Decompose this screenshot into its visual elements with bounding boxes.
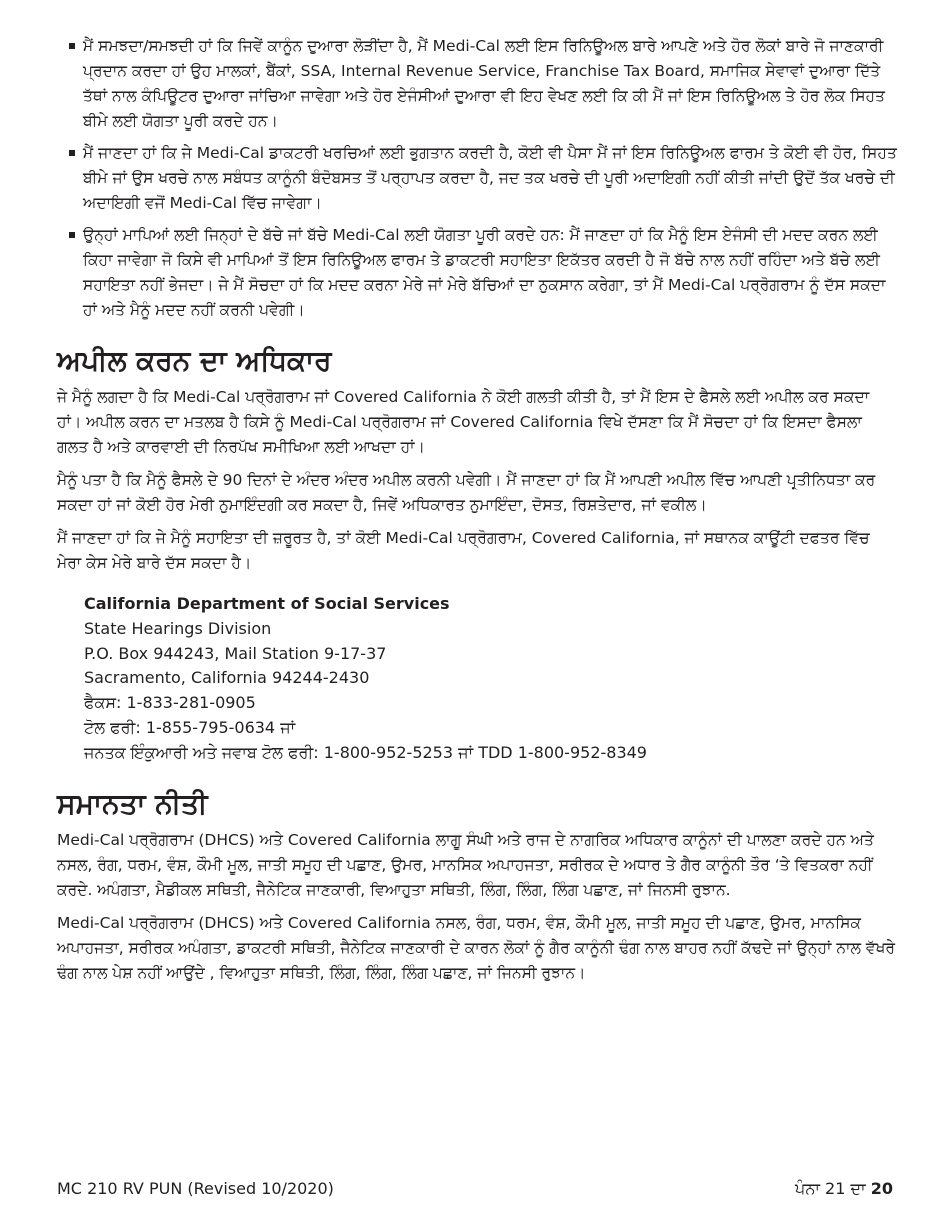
list-item-text: ਮੈਂ ਜਾਣਦਾ ਹਾਂ ਕਿ ਜੇ Medi-Cal ਡਾਕਟਰੀ ਖਰਚਿਆਂ ਲਈ ਭੁਗਤਾਨ ਕਰਦੀ ਹੈ, ਕੋਈ ਵੀ ਪੈਸਾ ਮੈਂ ਜਾਂ ਇਸ ਰਿਨਿਊਅਲ ਫਾਰਮ ਤੇ ਕੋਈ ਵੀ ਹੋਰ, ਸਿਹਤ ਬੀਮੇ ਜਾਂ ਉਸ ਖਰਚੇ ਨਾਲ ਸਬੰਧਤ ਕਾਨੂੰਨੀ ਬੰਦੋਬਸਤ ਤੋਂ ਪਰ੍ਹਾਪਤ ਕਰਦਾ ਹੈ, ਜਦ ਤਕ ਖਰਚੇ ਦੀ ਪੂਰੀ ਅਦਾਇਗੀ ਨਹੀਂ ਕੀਤੀ ਜਾਂਦੀ ਉਦੋਂ ਤੱਕ ਖਰਚੇ ਦੀ ਅਦਾਇਗੀ ਵਜੋਂ Medi-Cal ਵਿੱਚ ਜਾਵੇਗਾ।: [83, 144, 897, 212]
list-item: [57, 223, 897, 323]
equality-paragraph: Medi-Cal ਪਰ੍ਰੋਗਰਾਮ (DHCS) ਅਤੇ Covered California ਲਾਗੂ ਸੰਘੀ ਅਤੇ ਰਾਜ ਦੇ ਨਾਗਰਿਕ ਅਧਿਕਾਰ ਕਾਨੂੰਨਾਂ ਦੀ ਪਾਲਣਾ ਕਰਦੇ ਹਨ ਅਤੇ ਨਸਲ, ਰੰਗ, ਧਰਮ, ਵੰਸ਼, ਕੌਮੀ ਮੂਲ, ਜਾਤੀ ਸਮੂਹ ਦੀ ਪਛਾਣ, ਉਮਰ, ਮਾਨਸਿਕ ਅਪਾਹਜਤਾ, ਸਰੀਰਕ ਦੇ ਅਧਾਰ ਤੇ ਗੈਰ ਕਾਨੂੰਨੀ ਤੌਰ ‘ਤੇ ਵਿਤਕਰਾ ਨਹੀਂ ਕਰਦੇ. ਅਪੰਗਤਾ, ਮੈਡੀਕਲ ਸਥਿਤੀ, ਜੈਨੇਟਿਕ ਜਾਣਕਾਰੀ, ਵਿਆਹੁਤਾ ਸਥਿਤੀ, ਲਿੰਗ, ਲਿੰਗ, ਲਿੰਗ ਪਛਾਣ, ਜਾਂ ਜਿਨਸੀ ਰੁਝਾਨ.: [57, 830, 874, 899]
list-item-text: ਮੈਂ ਸਮਝਦਾ/ਸਮਝਦੀ ਹਾਂ ਕਿ ਜਿਵੇਂ ਕਾਨੂੰਨ ਦੁਆਰਾ ਲੋੜੀਂਦਾ ਹੈ, ਮੈਂ Medi-Cal ਲਈ ਇਸ ਰਿਨਿਊਅਲ ਬਾਰੇ ਆਪਣੇ ਅਤੇ ਹੋਰ ਲੋਕਾਂ ਬਾਰੇ ਜੋ ਜਾਣਕਾਰੀ ਪ੍ਰਦਾਨ ਕਰਦਾ ਹਾਂ ਉਹ ਮਾਲਕਾਂ, ਬੈਂਕਾਂ, SSA, Internal Revenue Service, Franchise Tax Board, ਸਮਾਜਿਕ ਸੇਵਾਵਾਂ ਦੁਆਰਾ ਦਿੱਤੇ ਤੱਥਾਂ ਨਾਲ ਕੰਪਿਊਟਰ ਦੁਆਰਾ ਜਾਂਚਿਆ ਜਾਵੇਗਾ ਅਤੇ ਹੋਰ ਏਜੰਸੀਆਂ ਦੁਆਰਾ ਵੀ ਇਹ ਵੇਖਣ ਲਈ ਕਿ ਕੀ ਮੈਂ ਜਾਂ ਇਸ ਰਿਨਿਊਅਲ ਤੇ ਹੋਰ ਲੋਕ ਸਿਹਤ ਬੀਮੇ ਲਈ ਯੋਗਤਾ ਪੂਰੀ ਕਰਦੇ ਹਨ।: [83, 37, 885, 130]
list-item-text: ਉਨ੍ਹਾਂ ਮਾਪਿਆਂ ਲਈ ਜਿਨ੍ਹਾਂ ਦੇ ਬੱਚੇ ਜਾਂ ਬੱਚੇ Medi-Cal ਲਈ ਯੋਗਤਾ ਪੂਰੀ ਕਰਦੇ ਹਨ: ਮੈਂ ਜਾਣਦਾ ਹਾਂ ਕਿ ਮੈਨੂੰ ਇਸ ਏਜੰਸੀ ਦੀ ਮਦਦ ਕਰਨ ਲਈ ਕਿਹਾ ਜਾਵੇਗਾ ਜੋ ਕਿਸੇ ਵੀ ਮਾਪਿਆਂ ਤੋਂ ਇਸ ਰਿਨਿਊਅਲ ਫਾਰਮ ਤੇ ਡਾਕਟਰੀ ਸਹਾਇਤਾ ਇਕੱਤਰ ਕਰਦੀ ਹੈ ਜੋ ਬੱਚੇ ਨਾਲ ਨਹੀਂ ਰਹਿੰਦਾ ਅਤੇ ਬੱਚੇ ਲਈ ਸਹਾਇਤਾ ਨਹੀਂ ਭੇਜਦਾ। ਜੇ ਮੈਂ ਸੋਚਦਾ ਹਾਂ ਕਿ ਮਦਦ ਕਰਨਾ ਮੇਰੇ ਜਾਂ ਮੇਰੇ ਬੱਚਿਆਂ ਦਾ ਨੁਕਸਾਨ ਕਰੇਗਾ, ਤਾਂ ਮੈਂ Medi-Cal ਪਰ੍ਰੋਗਰਾਮ ਨੂੰ ਦੱਸ ਸਕਦਾ ਹਾਂ ਅਤੇ ਮੈਨੂੰ ਮਦਦ ਨਹੀਂ ਕਰਨੀ ਪਵੇਗੀ।: [83, 226, 886, 319]
equality-heading: ਸਮਾਨਤਾ ਨੀਤੀ: [57, 786, 208, 820]
address-organization: California Department of Social Services: [84, 594, 450, 613]
document-page: [57, 34, 897, 994]
address-fax: ਫੈਕਸ: 1-833-281-0905: [84, 693, 256, 713]
address-division: State Hearings Division: [84, 618, 272, 638]
list-item: [57, 141, 897, 216]
page-number-total: 20: [870, 1179, 893, 1198]
bullet-square-icon: [69, 232, 75, 238]
appeal-paragraph: ਮੈਂ ਜਾਣਦਾ ਹਾਂ ਕਿ ਜੇ ਮੈਨੂੰ ਸਹਾਇਤਾ ਦੀ ਜ਼ਰੂਰਤ ਹੈ, ਤਾਂ ਕੋਈ Medi-Cal ਪਰ੍ਰੋਗਰਾਮ, Covered California, ਜਾਂ ਸਥਾਨਕ ਕਾਊਂਟੀ ਦਫਤਰ ਵਿੱਚ ਮੇਰਾ ਕੇਸ ਮੇਰੇ ਬਾਰੇ ਦੱਸ ਸਕਦਾ ਹੈ।: [57, 529, 870, 572]
address-po-box: P.O. Box 944243, Mail Station 9-17-37: [84, 643, 387, 663]
appeal-paragraph: ਜੇ ਮੈਨੂੰ ਲਗਦਾ ਹੈ ਕਿ Medi-Cal ਪਰ੍ਰੋਗਰਾਮ ਜਾਂ Covered California ਨੇ ਕੋਈ ਗਲਤੀ ਕੀਤੀ ਹੈ, ਤਾਂ ਮੈਂ ਇਸ ਦੇ ਫੈਸਲੇ ਲਈ ਅਪੀਲ ਕਰ ਸਕਦਾ ਹਾਂ। ਅਪੀਲ ਕਰਨ ਦਾ ਮਤਲਬ ਹੈ ਕਿਸੇ ਨੂੰ Medi-Cal ਪਰ੍ਰੋਗਰਾਮ ਜਾਂ Covered California ਵਿਖੇ ਦੱਸਣਾ ਕਿ ਮੈਂ ਸੋਚਦਾ ਹਾਂ ਕਿ ਇਸਦਾ ਫੈਸਲਾ ਗਲਤ ਹੈ ਅਤੇ ਕਾਰਵਾਈ ਦੀ ਨਿਰਪੱਖ ਸਮੀਖਿਆ ਲਈ ਆਖਦਾ ਹਾਂ।: [57, 388, 870, 456]
equality-paragraph: Medi-Cal ਪਰ੍ਰੋਗਰਾਮ (DHCS) ਅਤੇ Covered California ਨਸਲ, ਰੰਗ, ਧਰਮ, ਵੰਸ਼, ਕੌਮੀ ਮੂਲ, ਜਾਤੀ ਸਮੂਹ ਦੀ ਪਛਾਣ, ਉਮਰ, ਮਾਨਸਿਕ ਅਪਾਹਜਤਾ, ਸਰੀਰਕ ਅਪੰਗਤਾ, ਡਾਕਟਰੀ ਸਥਿਤੀ, ਜੈਨੇਟਿਕ ਜਾਣਕਾਰੀ ਦੇ ਕਾਰਨ ਲੋਕਾਂ ਨੂੰ ਗੈਰ ਕਾਨੂੰਨੀ ਢੰਗ ਨਾਲ ਬਾਹਰ ਨਹੀਂ ਕੱਢਦੇ ਜਾਂ ਉਨ੍ਹਾਂ ਨਾਲ ਵੱਖਰੇ ਢੰਗ ਨਾਲ ਪੇਸ਼ ਨਹੀਂ ਆਉਂਦੇ , ਵਿਆਹੁਤਾ ਸਥਿਤੀ, ਲਿੰਗ, ਲਿੰਗ, ਲਿੰਗ ਪਛਾਣ, ਜਾਂ ਜਿਨਸੀ ਰੁਝਾਨ।: [57, 913, 896, 982]
appeal-heading: ਅਪੀਲ ਕਰਨ ਦਾ ਅਧਿਕਾਰ: [57, 344, 332, 377]
page-number-prefix: ਪੰਨਾ 21 ਦਾ: [795, 1179, 866, 1198]
address-city: Sacramento, California 94244-2430: [84, 668, 370, 688]
bullet-square-icon: [69, 150, 75, 156]
form-id: MC 210 RV PUN (Revised 10/2020): [57, 1179, 334, 1198]
address-public-inquiry: ਜਨਤਕ ਇੰਕੁਆਰੀ ਅਤੇ ਜਵਾਬ ਟੋਲ ਫਰੀ: 1-800-952-5253 ਜਾਂ TDD 1-800-952-8349: [84, 742, 647, 762]
appeal-paragraph: ਮੈਨੂੰ ਪਤਾ ਹੈ ਕਿ ਮੈਨੂੰ ਫੈਸਲੇ ਦੇ 90 ਦਿਨਾਂ ਦੇ ਅੰਦਰ ਅੰਦਰ ਅਪੀਲ ਕਰਨੀ ਪਵੇਗੀ। ਮੈਂ ਜਾਣਦਾ ਹਾਂ ਕਿ ਮੈਂ ਆਪਣੀ ਅਪੀਲ ਵਿੱਚ ਆਪਣੀ ਪਰ੍ਤੀਨਿਧਤਾ ਕਰ ਸਕਦਾ ਹਾਂ ਜਾਂ ਕੋਈ ਹੋਰ ਮੇਰੀ ਨੁਮਾਇੰਦਗੀ ਕਰ ਸਕਦਾ ਹੈ, ਜਿਵੇਂ ਅਧਿਕਾਰਤ ਨੁਮਾਇੰਦਾ, ਦੋਸਤ, ਰਿਸ਼ਤੇਦਾਰ, ਜਾਂ ਵਕੀਲ।: [57, 471, 876, 514]
bullet-square-icon: [69, 43, 75, 49]
mailing-address: [84, 592, 897, 766]
acknowledgement-list: [57, 34, 897, 323]
address-toll-free: ਟੋਲ ਫਰੀ: 1-855-795-0634 ਜਾਂ: [84, 717, 296, 737]
list-item: [57, 34, 897, 134]
page-number: [795, 1178, 893, 1200]
